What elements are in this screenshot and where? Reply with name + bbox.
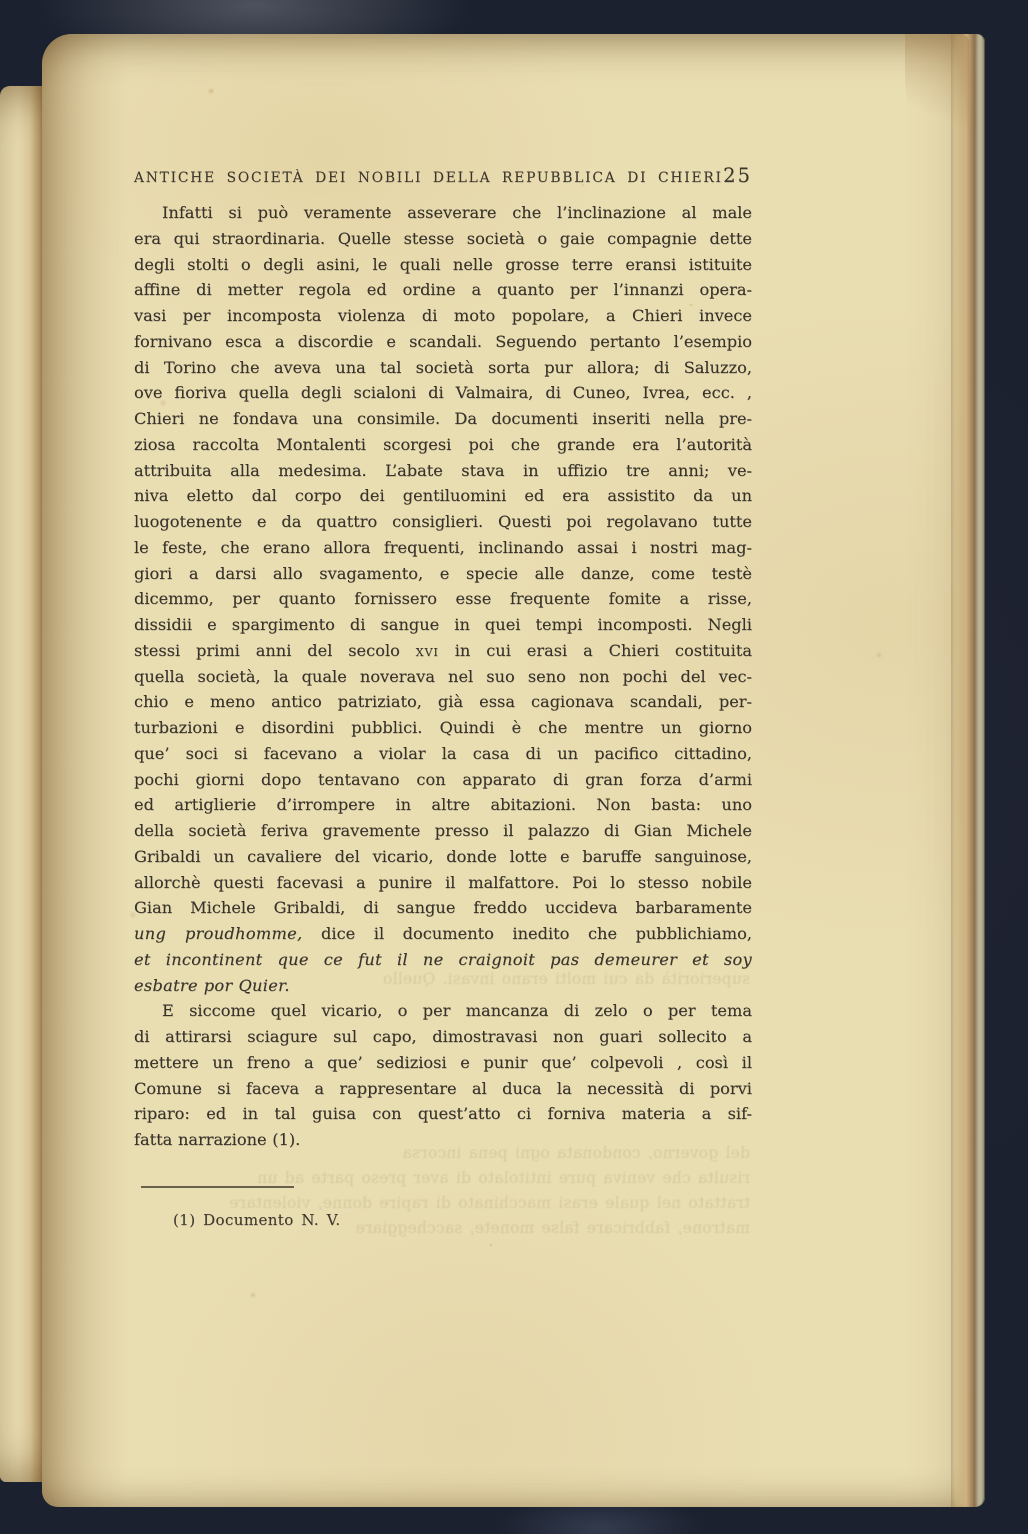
book-page	[42, 34, 985, 1507]
paper-specks	[42, 34, 44, 36]
text-line: di attirarsi sciagure sul capo, dimostravasi non guari sollecito a	[134, 1027, 752, 1046]
text-line: que’ soci si facevano a violar la casa di un pacifico cittadino,	[134, 743, 752, 763]
text-line: quella società, la quale noverava nel suo seno non pochi del vec-	[134, 666, 752, 686]
previous-page-edge	[0, 86, 44, 1482]
text-line: fatta narrazione (1).	[134, 1130, 301, 1149]
text-line: esbatre por Quier.	[134, 975, 290, 995]
text-line: turbazioni e disordini pubblici. Quindi è che mentre un giorno	[134, 718, 752, 737]
text-line: Gribaldi un cavaliere del vicario, donde lotte e baruffe sanguinose,	[134, 846, 752, 866]
text-line: ziosa raccolta Montalenti scorgesi poi che grande era l’autorità	[134, 434, 752, 454]
text-line: stessi primi anni del secolo XVI in cui erasi a Chieri costituita	[134, 640, 753, 660]
text-line: et incontinent que ce fut il ne craignoit pas demeurer et soy	[134, 949, 752, 969]
text-line: fornivano esca a discordie e scandali. Seguendo pertanto l’esempio	[134, 331, 752, 351]
text-line: attribuita alla medesima. L’abate stava in uffizio tre anni; ve-	[134, 460, 752, 480]
text-line: mettere un freno a que’ sediziosi e punir que’ colpevoli , così il	[134, 1052, 752, 1072]
text-line: dissidii e spargimento di sangue in quei tempi incomposti. Negli	[134, 615, 752, 634]
text-line: vasi per incomposta violenza di moto popolare, a Chieri invece	[134, 306, 752, 325]
text-line: della società feriva gravemente presso il palazzo di Gian Michele	[134, 821, 752, 840]
text-line: affine di metter regola ed ordine a quanto per l’innanzi opera-	[134, 280, 752, 300]
text-line: Infatti si può veramente asseverare che l’inclinazione al male	[162, 203, 752, 222]
bleedthrough-line: matrone, fabbricare false monete, saccheggiare	[355, 1219, 750, 1237]
text-line: giori a darsi allo svagamento, e specie alle danze, come testè	[134, 563, 752, 583]
text-line: allorchè questi facevasi a punire il malfattore. Poi lo stesso nobile	[134, 872, 752, 892]
text-line: E siccome quel vicario, o per mancanza di zelo o per tema	[162, 1001, 752, 1021]
bleedthrough-line: trattato nel quale erasi macchinato di rapire donne, violentare	[229, 1194, 750, 1212]
header-title: ANTICHE SOCIETÀ DEI NOBILI DELLA REPUBBLICA DI CHIERI	[134, 170, 723, 186]
text-line: Gian Michele Gribaldi, di sangue freddo uccideva barbaramente	[134, 898, 752, 918]
text-line: di Torino che aveva una tal società sorta pur allora; di Saluzzo,	[134, 357, 752, 377]
text-line: riparo: ed in tal guisa con quest’atto ci forniva materia a sif-	[134, 1104, 752, 1124]
text-line: ed artiglierie d’irrompere in altre abitazioni. Non basta: uno	[134, 795, 752, 815]
bleedthrough-line: superiorità da cui molti erano invasi. Quello	[382, 970, 750, 988]
text-line: niva eletto dal corpo dei gentiluomini ed era assistito da un	[134, 486, 752, 506]
text-line: Comune si faceva a rappresentare al duca la necessità di porvi	[134, 1078, 752, 1098]
footnote-rule	[141, 1186, 294, 1188]
page-corner-shading	[905, 34, 969, 146]
text-line: ove fioriva quella degli scialoni di Valmaira, di Cuneo, Ivrea, ecc. ,	[134, 383, 752, 403]
text-line: pochi giorni dopo tentavano con apparato di gran forza d’armi	[134, 769, 752, 789]
bleedthrough-line: del governo, condonata ogni pena incorsa	[402, 1144, 750, 1162]
text-line: le feste, che erano allora frequenti, inclinando assai i nostri mag-	[134, 537, 752, 557]
body-text	[134, 200, 752, 1153]
running-header	[134, 164, 752, 187]
page-number: 25	[723, 164, 752, 187]
text-line: chio e meno antico patriziato, già essa cagionava scandali, per-	[134, 692, 752, 712]
bleedthrough-line: risulta che veniva pure intitolato di aver preso parte ad un	[257, 1169, 750, 1187]
text-line: luogotenente e da quattro consiglieri. Questi poi regolavano tutte	[134, 512, 752, 531]
page-block-edge	[951, 34, 985, 1507]
text-line: dicemmo, per quanto fornissero esse frequente fomite a risse,	[134, 589, 752, 609]
text-line: degli stolti o degli asini, le quali nelle grosse terre eransi istituite	[134, 254, 752, 274]
text-line: ung proudhomme, dice il documento inedito che pubblichiamo,	[134, 924, 752, 943]
text-line: Chieri ne fondava una consimile. Da documenti inseriti nella pre-	[134, 409, 752, 428]
text-line: era qui straordinaria. Quelle stesse società o gaie compagnie dette	[134, 228, 752, 248]
footnote-text: (1) Documento N. V.	[173, 1211, 341, 1229]
